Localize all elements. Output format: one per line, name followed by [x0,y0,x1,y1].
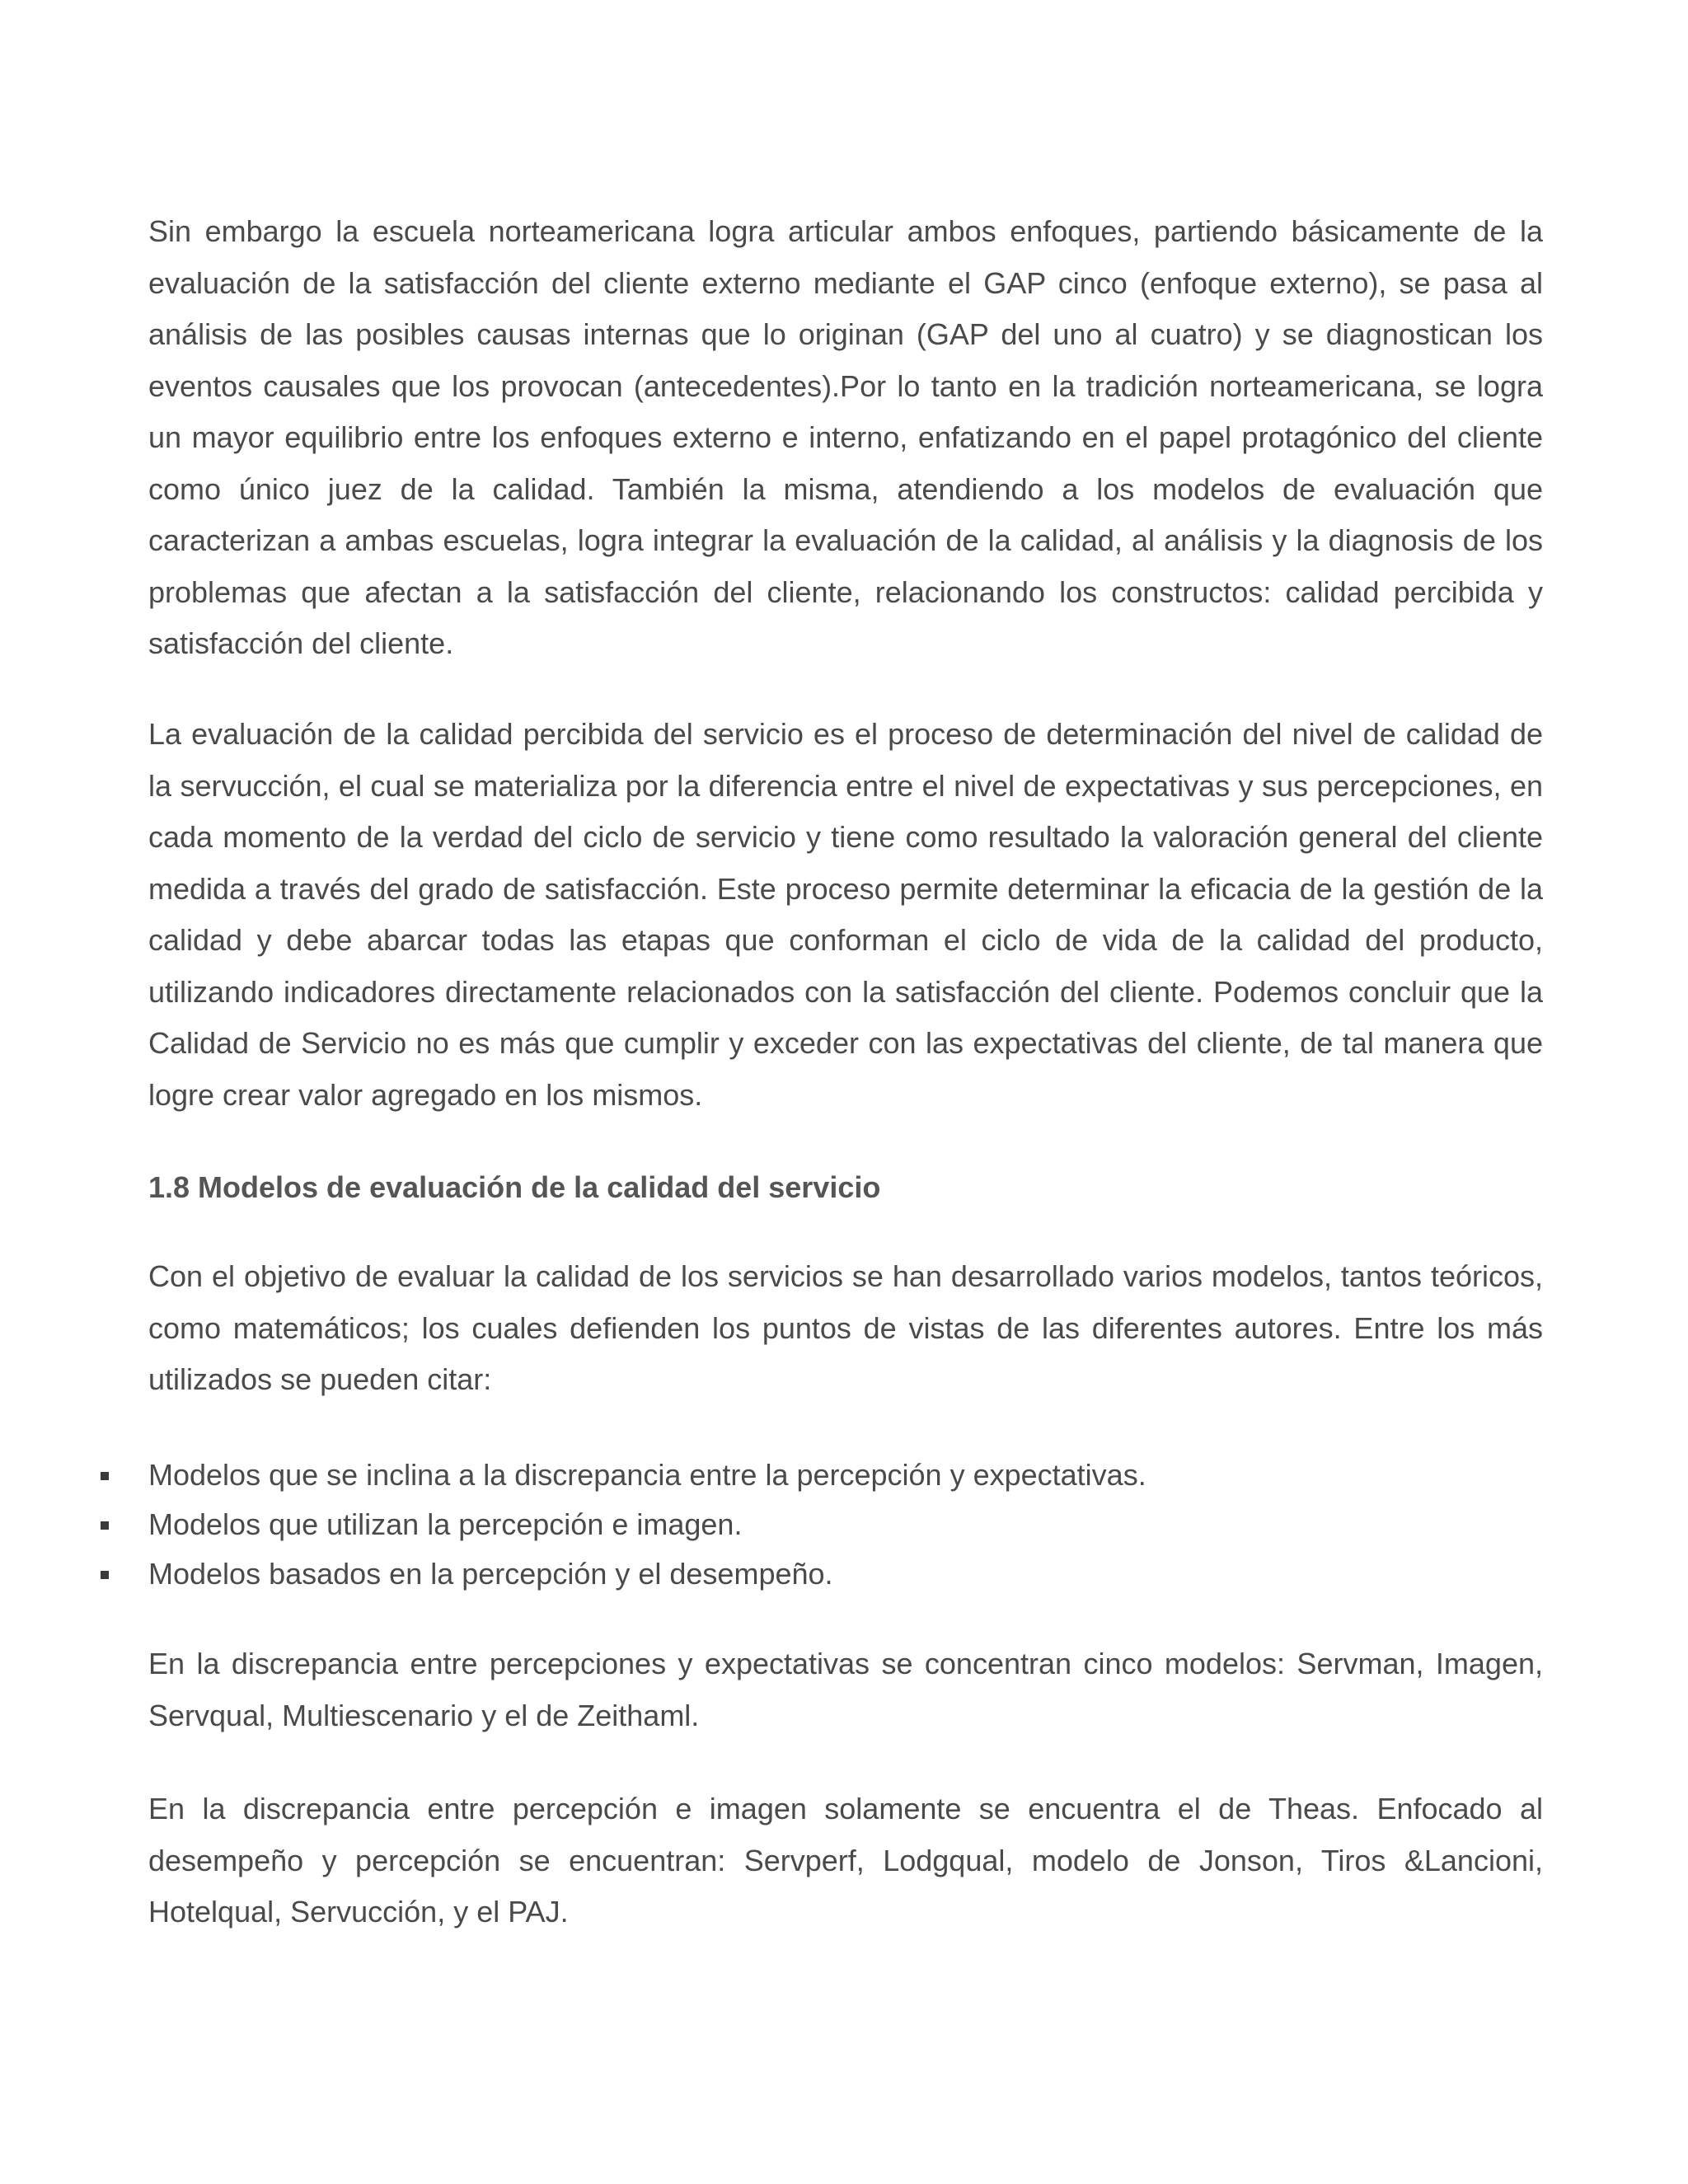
square-bullet-icon [101,1472,109,1480]
list-item [0,1549,1566,1599]
paragraph-1: Sin embargo la escuela norteamericana logra articular ambos enfoques, partiendo básicamente de la evaluación de la satisfacción del cliente externo mediante el GAP cinco (enfoque externo), se pasa al análisis de las posibles causas internas que lo originan (GAP del uno al cuatro) y se diagnostican los eventos causales que los provocan (antecedentes).Por lo tanto en la tradición norteamericana, se logra un mayor equilibrio entre los enfoques externo e interno, enfatizando en el papel protagónico del cliente como único juez de la calidad. También la misma, atendiendo a los modelos de evaluación que caracterizan a ambas escuelas, logra integrar la evaluación de la calidad, al análisis y la diagnosis de los problemas que afectan a la satisfacción del cliente, relacionando los constructos: calidad percibida y satisfacción del cliente. [148,214,1543,660]
list-item-text: Modelos basados en la percepción y el desempeño. [148,1557,833,1591]
square-bullet-icon [101,1521,109,1530]
paragraph-5: En la discrepancia entre percepción e imagen solamente se encuentra el de Theas. Enfocado al desempeño y percepción se encuentran: Servperf, Lodgqual, modelo de Jonson, Tiros &Lancioni, Hotelqual, Servucción, y el PAJ. [148,1792,1543,1929]
list-item-text: Modelos que utilizan la percepción e imagen. [148,1507,743,1541]
list-item [0,1451,1566,1500]
list-item [0,1500,1566,1549]
paragraph-4: En la discrepancia entre percepciones y expectativas se concentran cinco modelos: Servman, Imagen, Servqual, Multiescenario y el de Zeithaml. [148,1647,1543,1732]
list-item-text: Modelos que se inclina a la discrepancia entre la percepción y expectativas. [148,1458,1146,1492]
paragraph-3: Con el objetivo de evaluar la calidad de los servicios se han desarrollado varios modelos, tantos teóricos, como matemáticos; los cuales defienden los puntos de vistas de las diferentes autores. Entre los más utilizados se pueden citar: [148,1259,1543,1396]
section-heading: 1.8 Modelos de evaluación de la calidad del servicio [148,1170,881,1204]
square-bullet-icon [101,1571,109,1579]
model-list [0,1451,1566,1599]
paragraph-2: La evaluación de la calidad percibida del servicio es el proceso de determinación del nivel de calidad de la servucción, el cual se materializa por la diferencia entre el nivel de expectativas y sus percepciones, en cada momento de la verdad del ciclo de servicio y tiene como resultado la valoración general del cliente medida a través del grado de satisfacción. Este proceso permite determinar la eficacia de la gestión de la calidad y debe abarcar todas las etapas que conforman el ciclo de vida de la calidad del producto, utilizando indicadores directamente relacionados con la satisfacción del cliente. Podemos concluir que la Calidad de Servicio no es más que cumplir y exceder con las expectativas del cliente, de tal manera que logre crear valor agregado en los mismos. [148,717,1543,1112]
